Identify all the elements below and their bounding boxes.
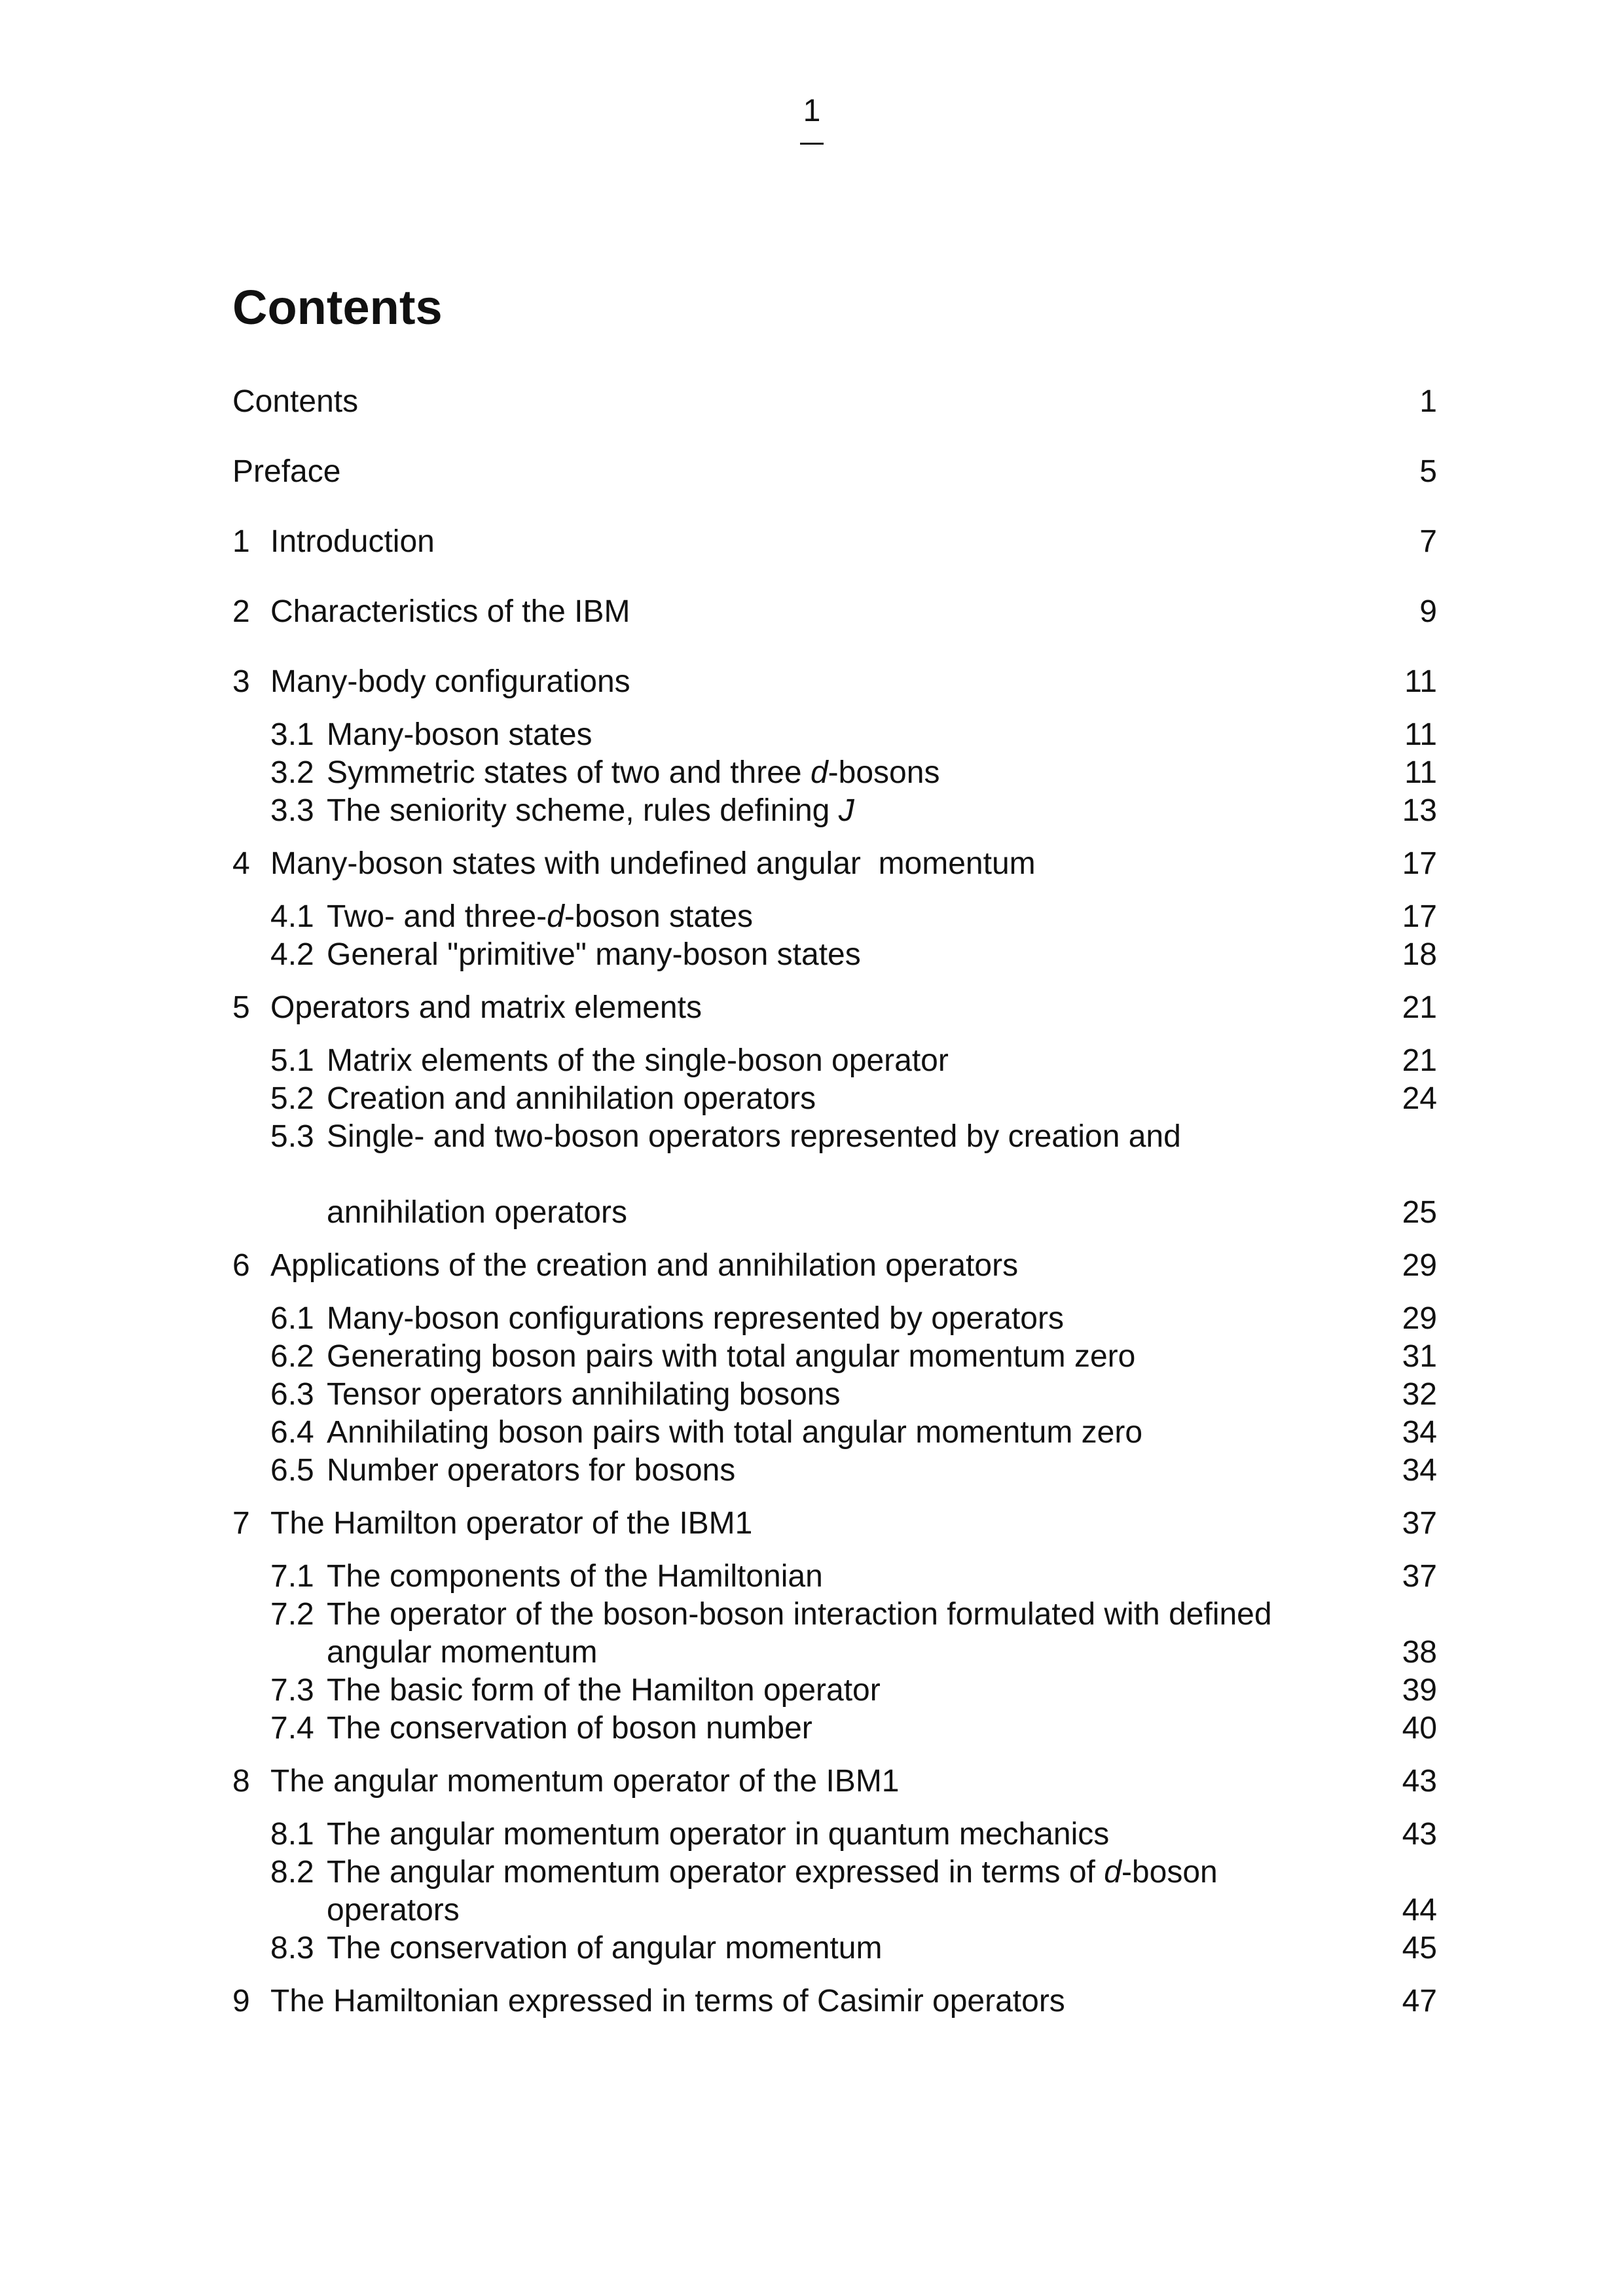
toc-chapter-number: 2 [232,594,250,629]
toc-section-number: 6.3 [270,1377,314,1412]
toc-section-number: 8.2 [270,1855,314,1890]
toc-entry-label: Contents [232,384,359,419]
toc-chapter-label: Operators and matrix elements [270,990,702,1025]
toc-section-8-1[interactable] [232,1816,1437,1854]
toc-section-number: 4.1 [270,899,314,934]
toc-section-number: 7.4 [270,1711,314,1746]
toc-section-label: General "primitive" many-boson states [327,937,861,972]
toc-section-page: 44 [1402,1893,1437,1928]
toc-chapter-3[interactable] [232,663,1437,701]
toc-section-label: The basic form of the Hamilton operator [327,1673,881,1708]
toc-entry-page: 5 [1419,454,1437,489]
toc-section-number: 5.3 [270,1119,314,1154]
toc-chapter-label: Introduction [270,524,435,559]
toc-section-page: 37 [1402,1559,1437,1594]
toc-section-page: 31 [1402,1339,1437,1374]
toc-chapter-5[interactable] [232,989,1437,1027]
toc-section-number: 7.2 [270,1597,314,1632]
toc-section-label: Many-boson states [327,717,593,752]
toc-chapter-page: 9 [1419,594,1437,629]
toc-section-6-3[interactable] [232,1376,1437,1414]
page-title: Contents [232,280,443,334]
toc-entry-label: Preface [232,454,341,489]
toc-section-6-4[interactable] [232,1414,1437,1452]
toc-chapter-page: 29 [1402,1248,1437,1283]
toc-section-number: 5.1 [270,1043,314,1078]
toc-chapter-label: Characteristics of the IBM [270,594,630,629]
toc-section-7-4[interactable] [232,1710,1437,1748]
toc-section-6-2[interactable] [232,1338,1437,1376]
toc-section-page: 38 [1402,1635,1437,1670]
toc-chapter-6[interactable] [232,1247,1437,1285]
toc-section-page: 32 [1402,1377,1437,1412]
toc-section-page: 34 [1402,1415,1437,1450]
toc-chapter-4[interactable] [232,845,1437,883]
toc-chapter-label: The angular momentum operator of the IBM1 [270,1764,900,1799]
toc-section-label: Single- and two-boson operators represented by creation and [327,1119,1181,1154]
toc-section-number: 3.3 [270,793,314,828]
page-number: 1 [803,94,821,128]
toc-chapter-page: 11 [1404,664,1437,699]
toc-section-label: The seniority scheme, rules defining J [327,793,854,828]
toc-section-label: The conservation of angular momentum [327,1931,883,1965]
toc-chapter-label: Many-boson states with undefined angular momentum [270,846,1036,881]
table-of-contents [232,383,1437,2036]
toc-chapter-page: 43 [1402,1764,1437,1799]
toc-section-number: 7.1 [270,1559,314,1594]
toc-section-5-2[interactable] [232,1080,1437,1118]
toc-chapter-9[interactable] [232,1982,1437,2020]
toc-section-label: Tensor operators annihilating bosons [327,1377,841,1412]
toc-section-number: 6.4 [270,1415,314,1450]
toc-section-4-1[interactable] [232,898,1437,936]
toc-section-label: Two- and three-d-boson states [327,899,754,934]
toc-chapter-label: The Hamiltonian expressed in terms of Casimir operators [270,1984,1065,2018]
toc-chapter-number: 3 [232,664,250,699]
toc-section-number: 8.3 [270,1931,314,1965]
toc-section-page: 29 [1402,1301,1437,1336]
toc-section-8-2[interactable] [232,1854,1437,1892]
toc-section-label: The operator of the boson-boson interaction formulated with defined [327,1597,1272,1632]
toc-section-number: 3.2 [270,755,314,790]
toc-section-label: Number operators for bosons [327,1453,736,1488]
toc-section-8-2-continued[interactable] [232,1892,1437,1929]
toc-section-3-3[interactable] [232,792,1437,830]
toc-section-label: Symmetric states of two and three d-bosons [327,755,940,790]
toc-section-3-1[interactable] [232,716,1437,754]
toc-section-label: Matrix elements of the single-boson operator [327,1043,949,1078]
toc-section-6-1[interactable] [232,1300,1437,1338]
toc-section-page: 25 [1402,1195,1437,1230]
toc-chapter-number: 8 [232,1764,250,1799]
toc-section-7-1[interactable] [232,1558,1437,1596]
toc-chapter-page: 47 [1402,1984,1437,2018]
toc-section-page: 11 [1404,717,1437,752]
toc-section-label: Annihilating boson pairs with total angular momentum zero [327,1415,1143,1450]
toc-section-number: 6.5 [270,1453,314,1488]
toc-section-label: The conservation of boson number [327,1711,812,1746]
toc-chapter-number: 1 [232,524,250,559]
toc-section-label-continued: angular momentum [327,1635,598,1670]
toc-section-5-1[interactable] [232,1042,1437,1080]
toc-section-page: 39 [1402,1673,1437,1708]
toc-section-number: 4.2 [270,937,314,972]
toc-section-page: 21 [1402,1043,1437,1078]
toc-chapter-number: 7 [232,1506,250,1541]
toc-entry-preface[interactable] [232,453,1437,491]
toc-section-label: The angular momentum operator in quantum mechanics [327,1817,1110,1852]
toc-section-7-3[interactable] [232,1672,1437,1710]
toc-section-page: 24 [1402,1081,1437,1116]
toc-section-page: 18 [1402,937,1437,972]
toc-section-label-continued: operators [327,1893,460,1928]
toc-section-number: 8.1 [270,1817,314,1852]
toc-section-6-5[interactable] [232,1452,1437,1490]
toc-section-number: 6.1 [270,1301,314,1336]
toc-section-4-2[interactable] [232,936,1437,974]
toc-chapter-label: Many-body configurations [270,664,630,699]
toc-section-number: 7.3 [270,1673,314,1708]
toc-section-label: Creation and annihilation operators [327,1081,816,1116]
toc-chapter-8[interactable] [232,1763,1437,1801]
toc-section-5-3[interactable] [232,1118,1437,1194]
toc-section-8-3[interactable] [232,1929,1437,1967]
toc-section-number: 3.1 [270,717,314,752]
toc-section-page: 34 [1402,1453,1437,1488]
toc-chapter-page: 21 [1402,990,1437,1025]
toc-chapter-page: 37 [1402,1506,1437,1541]
toc-section-number: 5.2 [270,1081,314,1116]
toc-chapter-page: 17 [1402,846,1437,881]
toc-section-page: 45 [1402,1931,1437,1965]
toc-section-page: 43 [1402,1817,1437,1852]
toc-section-label: Many-boson configurations represented by operators [327,1301,1064,1336]
toc-section-page: 11 [1404,755,1437,790]
toc-section-label: Generating boson pairs with total angular momentum zero [327,1339,1136,1374]
toc-section-5-3-continued[interactable] [232,1194,1437,1232]
toc-chapter-number: 6 [232,1248,250,1283]
toc-section-page: 17 [1402,899,1437,934]
toc-section-page: 13 [1402,793,1437,828]
toc-section-page: 40 [1402,1711,1437,1746]
toc-chapter-7[interactable] [232,1505,1437,1543]
toc-section-7-2-continued[interactable] [232,1634,1437,1672]
toc-section-7-2[interactable] [232,1596,1437,1634]
toc-chapter-number: 5 [232,990,250,1025]
toc-chapter-1[interactable] [232,523,1437,561]
toc-entry-page: 1 [1419,384,1437,419]
toc-chapter-number: 9 [232,1984,250,2018]
toc-entry-contents[interactable] [232,383,1437,421]
toc-chapter-page: 7 [1419,524,1437,559]
toc-section-label: The angular momentum operator expressed in terms of d-boson [327,1855,1218,1890]
page-number-underline [800,143,824,145]
toc-section-3-2[interactable] [232,754,1437,792]
toc-chapter-2[interactable] [232,593,1437,631]
toc-chapter-label: Applications of the creation and annihilation operators [270,1248,1019,1283]
toc-chapter-label: The Hamilton operator of the IBM1 [270,1506,753,1541]
toc-section-label: The components of the Hamiltonian [327,1559,823,1594]
toc-section-number: 6.2 [270,1339,314,1374]
toc-chapter-number: 4 [232,846,250,881]
toc-section-label-continued: annihilation operators [327,1195,627,1230]
